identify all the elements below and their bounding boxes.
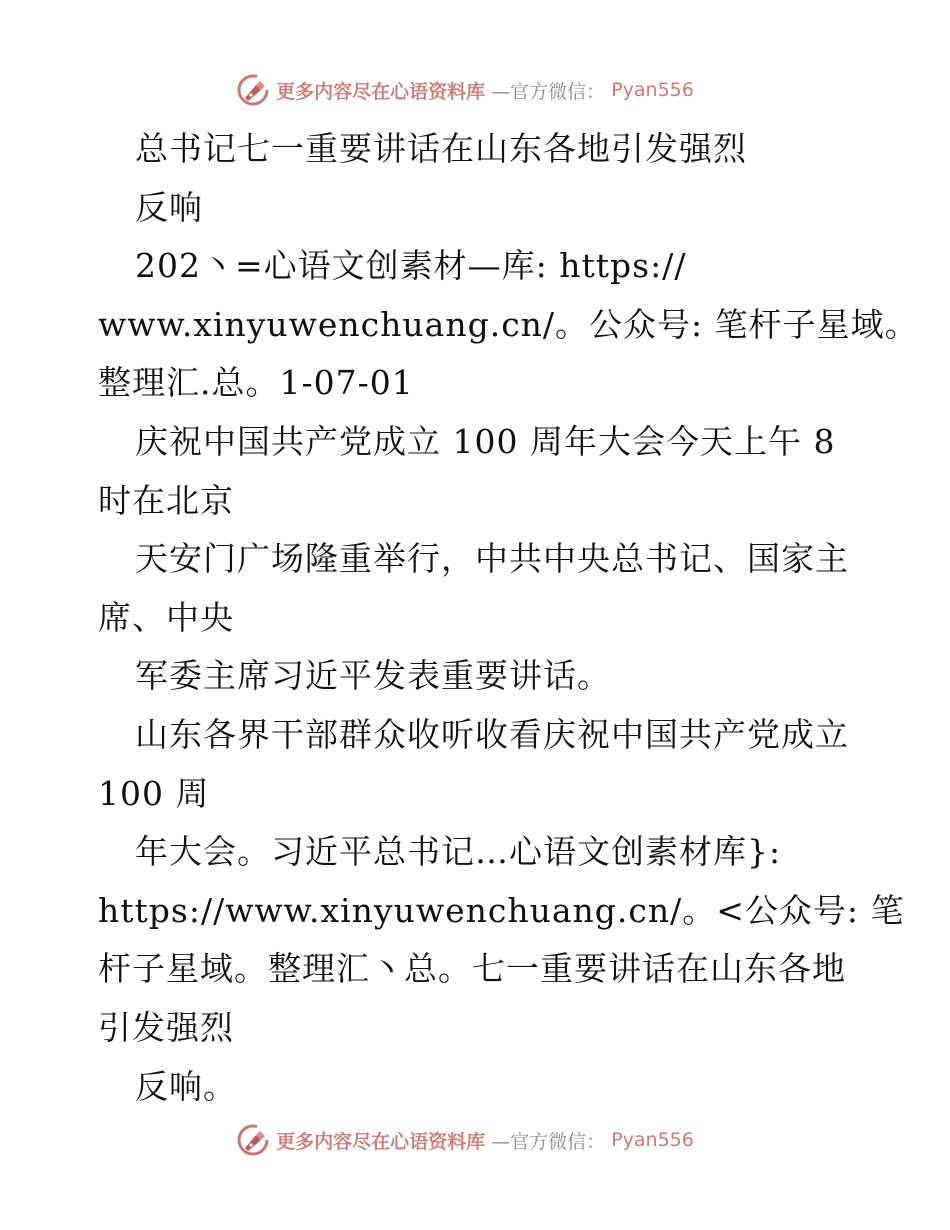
watermark-wechat-handle: Pyan556	[611, 79, 694, 101]
watermark-official-label: —官方微信：	[491, 1130, 606, 1153]
paragraph-line: https://www.xinyuwenchuang.cn/。<公众号: 笔	[98, 890, 905, 930]
paragraph-line: 天安门广场隆重举行，中共中央总书记、国家主	[135, 539, 849, 579]
paragraph-line: 整理汇.总。1-07-01	[98, 363, 414, 403]
watermark-wechat-handle: Pyan556	[611, 1129, 694, 1151]
paragraph-line: 年大会。习近平总书记…心语文创素材库}:	[135, 832, 782, 872]
header-watermark-inner	[236, 73, 694, 107]
document-body	[98, 120, 919, 1116]
paragraph-line: 军委主席习近平发表重要讲话。	[135, 656, 611, 696]
paragraph-line: 100 周	[98, 773, 210, 813]
watermark-official-label: —官方微信：	[491, 80, 606, 103]
watermark-site-name: 更多内容尽在心语资料库	[276, 80, 486, 103]
paragraph-line: 202丶=心语文创素材—库: https://	[135, 246, 687, 286]
footer-watermark-inner	[236, 1123, 694, 1157]
paragraph-line: 时在北京	[98, 480, 234, 520]
title-line-2: 反响	[135, 187, 203, 227]
pen-nib-logo-icon	[236, 73, 270, 107]
paragraph-line: 庆祝中国共产党成立 100 周年大会今天上午 8	[135, 421, 836, 461]
paragraph-line: 山东各界干部群众收听收看庆祝中国共产党成立	[135, 714, 849, 754]
title-line-1: 总书记七一重要讲话在山东各地引发强烈	[135, 129, 747, 168]
paragraph-line: 席、中央	[98, 597, 234, 637]
pen-nib-logo-icon	[236, 1123, 270, 1157]
paragraph-line: www.xinyuwenchuang.cn/。公众号: 笔杆子星域。	[98, 304, 919, 344]
paragraph-line: 引发强烈	[98, 1007, 234, 1047]
paragraph-line: 反响。	[135, 1066, 237, 1106]
watermark-site-name: 更多内容尽在心语资料库	[276, 1130, 486, 1153]
header-watermark-banner	[0, 70, 950, 110]
paragraph-line: 杆子星域。整理汇丶总。七一重要讲话在山东各地	[98, 949, 846, 989]
footer-watermark-banner	[0, 1120, 950, 1160]
